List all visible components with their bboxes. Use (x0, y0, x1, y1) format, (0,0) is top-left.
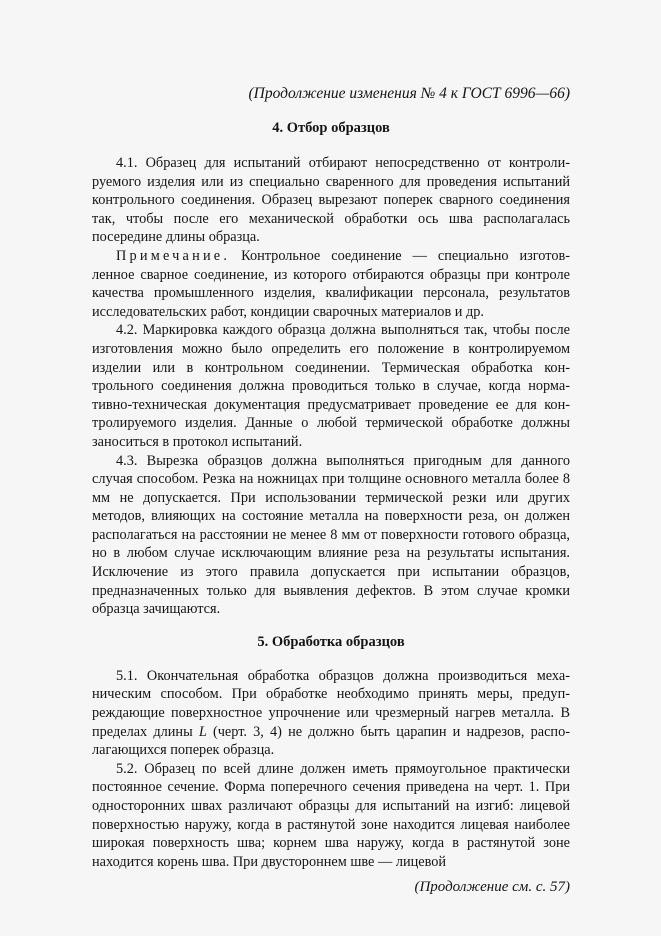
length-variable: L (198, 723, 207, 740)
section-4-title: 4. Отбор образцов (272, 120, 390, 136)
continuation-header: (Продолжение изменения № 4 к ГОСТ 6996—66) (248, 85, 570, 102)
paragraph-5-1 (92, 667, 570, 760)
paragraph-4-3: 4.3. Вырезка образцов должна выполняться пригодным для данного случая способом. Резка на ножницах при толщине основного металла более 8 мм не допускается. При использовании термической резки или других методов, влияющих на состояние металла на поверхности реза, он должен располагаться на расстоянии не менее 8 мм от поверхности готового образца, но в любом случае исключающим влияние реза на результаты испытания. Исключение из этого правила допускается при испытании образцов, предназначенных только для выявления дефектов. В этом случае кромки образца зачищаются. (92, 452, 570, 618)
paragraph-5-2: 5.2. Образец по всей длине должен иметь прямоугольное практически постоянное сечение. Форма поперечного сечения приведена на черт. 1. При односторонних швах различают образцы для испытаний на изгиб: лицевой поверхностью наружу, когда в растянутой зоне находится лицевая наиболее широкая поверхность шва; корнем шва наружу, когда в растянутой зоне находится корень шва. При двустороннем шве — лицевой (92, 760, 570, 870)
note-label: Примечание. (116, 247, 231, 264)
document-page (92, 84, 570, 897)
paragraph-4-1: 4.1. Образец для испытаний отбирают непосредственно от контролируемого изделия или из специально сваренного для проведения испытаний контрольного соединения. Образец вырезают поперек сварного соединения так, чтобы после его механической обработки ось шва располагалась посередине длины образца. (92, 155, 570, 246)
paragraph-5-1-start: 5.1. Окончательная обработка образцов должна производиться механическим способом. При обработке необходимо принять меры, предупреждающие поверхностное упрочнение или чрезмерный нагрев металла. В пределах длины (92, 667, 570, 740)
paragraph-5-1-end: (черт. 3, 4) не должно быть царапин и надрезов, располагающихся поперек образца. (92, 723, 570, 759)
continuation-footer: (Продолжение см. с. 57) (414, 879, 570, 896)
note-text: Контрольное соединение — специально изготовленное сварное соединение, из которого отбираются образцы при контроле качества промышленного изделия, квалификации персонала, результатов исследовательских работ, кондиции сварочных материалов и др. (92, 247, 570, 320)
section-5-title: 5. Обработка образцов (257, 633, 405, 650)
paragraph-4-2: 4.2. Маркировка каждого образца должна выполняться так, чтобы после изготовления можно было определить его положение в контролируемом изделии или в контрольном соединении. Термическая обработка контрольного соединения должна проводиться только в случае, когда нормативно-техническая документация предусматривает проведение ее для контролируемого изделия. Данные о любой термической обработке должны заноситься в протокол испытаний. (92, 322, 570, 450)
note-paragraph (92, 247, 570, 321)
